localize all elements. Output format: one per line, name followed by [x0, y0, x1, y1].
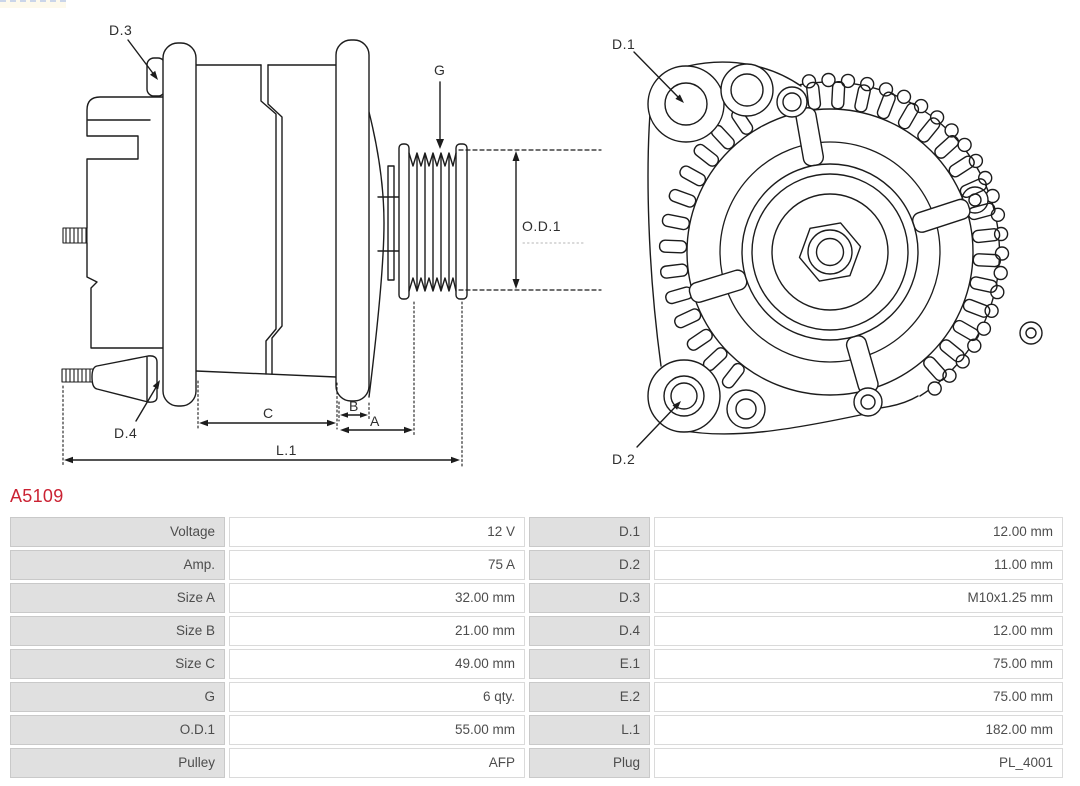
spec-value: 49.00 mm — [229, 649, 525, 679]
spec-label: Amp. — [10, 550, 225, 580]
spec-label: O.D.1 — [10, 715, 225, 745]
spec-value: 11.00 mm — [654, 550, 1063, 580]
spec-label: E.2 — [529, 682, 650, 712]
spec-label: Size C — [10, 649, 225, 679]
spec-label: Size A — [10, 583, 225, 613]
spec-value: 75.00 mm — [654, 682, 1063, 712]
threaded-stud — [63, 228, 87, 243]
spec-value: 12.00 mm — [654, 517, 1063, 547]
spec-value: 21.00 mm — [229, 616, 525, 646]
dim-label-a: A — [370, 413, 380, 429]
spec-label: D.1 — [529, 517, 650, 547]
side-view-drawing — [62, 22, 601, 466]
nose-cone — [369, 112, 384, 397]
dim-label-c: C — [263, 405, 274, 421]
mounting-ear — [163, 43, 196, 406]
spec-table — [10, 517, 1063, 778]
spec-label: Size B — [10, 616, 225, 646]
mounting-ear — [336, 40, 369, 401]
spec-value: 182.00 mm — [654, 715, 1063, 745]
side-boss — [1020, 322, 1042, 344]
pulley — [399, 144, 467, 299]
spec-value: 55.00 mm — [229, 715, 525, 745]
spec-value: 12 V — [229, 517, 525, 547]
spec-value: 75.00 mm — [654, 649, 1063, 679]
part-number-title: A5109 — [10, 486, 64, 506]
dim-label-d2: D.2 — [612, 451, 636, 467]
spec-label: Voltage — [10, 517, 225, 547]
dimension-lines — [63, 40, 601, 466]
spec-label: D.4 — [529, 616, 650, 646]
dim-label-g: G — [434, 62, 446, 78]
dim-label-d4: D.4 — [114, 425, 138, 441]
spec-label: D.3 — [529, 583, 650, 613]
dim-label-d3: D.3 — [109, 22, 133, 38]
dim-label-b: B — [349, 398, 359, 414]
threaded-stud — [62, 369, 93, 382]
spec-value: 75 A — [229, 550, 525, 580]
spec-label: G — [10, 682, 225, 712]
spec-value: 32.00 mm — [229, 583, 525, 613]
dim-label-l1: L.1 — [276, 442, 297, 458]
dim-label-od1: O.D.1 — [522, 218, 562, 234]
spec-value: 12.00 mm — [654, 616, 1063, 646]
spec-label: Plug — [529, 748, 650, 778]
rear-housing — [62, 58, 170, 402]
spec-value: M10x1.25 mm — [654, 583, 1063, 613]
dim-label-d1: D.1 — [612, 36, 636, 52]
spec-label: E.1 — [529, 649, 650, 679]
spec-value: PL_4001 — [654, 748, 1063, 778]
spec-label: D.2 — [529, 550, 650, 580]
spec-value: 6 qty. — [229, 682, 525, 712]
spec-label: Pulley — [10, 748, 225, 778]
front-view-drawing — [612, 36, 1042, 467]
spec-label: L.1 — [529, 715, 650, 745]
spec-value: AFP — [229, 748, 525, 778]
pulley-hub — [742, 164, 918, 340]
